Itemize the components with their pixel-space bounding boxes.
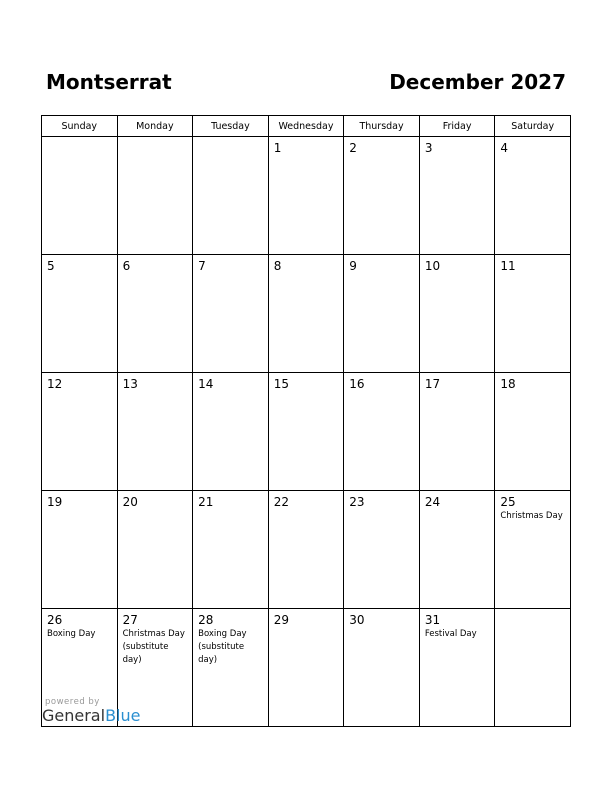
day-number: 6 [122,259,131,273]
day-number: 19 [47,495,63,509]
day-cell [419,373,495,491]
brand-footer [42,697,140,725]
weekday-wednesday: Wednesday [268,116,344,137]
week-row-1 [42,137,571,255]
day-cell [42,491,118,609]
calendar-grid [41,115,571,727]
day-cell [268,491,344,609]
day-number: 14 [198,377,214,391]
day-number: 21 [198,495,214,509]
weekday-header-row [42,116,571,137]
weekday-monday: Monday [117,116,193,137]
day-number: 5 [47,259,55,273]
week-row-2 [42,255,571,373]
logo-blue: Blue [105,706,141,725]
day-cell [495,137,571,255]
day-cell [344,491,420,609]
day-number: 11 [500,259,516,273]
holiday-label: Festival Day [424,629,477,639]
day-cell [495,255,571,373]
day-number: 2 [349,141,357,155]
day-cell [42,373,118,491]
day-cell [268,373,344,491]
day-cell [419,491,495,609]
day-cell [193,255,269,373]
day-cell [42,255,118,373]
day-cell [344,255,420,373]
day-number: 31 [424,613,441,627]
day-cell [117,491,193,609]
powered-by-text: powered by [45,697,100,707]
day-number: 28 [198,613,214,627]
holiday-label: Christmas Day (substitute day) [122,629,185,665]
day-number: 27 [122,613,138,627]
day-number: 7 [198,259,206,273]
day-number: 1 [273,141,282,155]
day-number: 29 [273,613,289,627]
day-cell [268,609,344,727]
day-cell [419,137,495,255]
day-number: 4 [500,141,509,155]
day-cell [495,609,571,727]
holiday-label: Boxing Day (substitute day) [198,629,247,665]
day-number: 13 [122,377,138,391]
weekday-saturday: Saturday [495,116,571,137]
day-cell [117,255,193,373]
day-number: 8 [273,259,282,273]
day-cell [42,137,118,255]
day-number: 23 [349,495,365,509]
day-cell [193,491,269,609]
day-number: 17 [424,377,441,391]
day-cell [495,491,571,609]
day-number: 22 [273,495,289,509]
day-cell [268,255,344,373]
day-number: 12 [47,377,63,391]
day-number: 20 [122,495,138,509]
month-year-title: December 2027 [389,70,566,94]
day-number: 3 [424,141,433,155]
day-cell [495,373,571,491]
day-cell [419,609,495,727]
day-number: 26 [47,613,63,627]
day-cell [344,137,420,255]
day-number: 10 [424,259,441,273]
day-number: 15 [273,377,289,391]
holiday-label: Boxing Day [47,629,96,639]
day-cell [344,609,420,727]
day-cell [117,137,193,255]
day-cell [193,609,269,727]
day-cell [193,137,269,255]
week-row-4 [42,491,571,609]
day-number: 25 [500,495,516,509]
country-title: Montserrat [46,70,172,94]
week-row-3 [42,373,571,491]
day-number: 9 [349,259,357,273]
day-number: 18 [500,377,516,391]
weekday-thursday: Thursday [344,116,420,137]
day-number: 30 [349,613,365,627]
weekday-tuesday: Tuesday [193,116,269,137]
holiday-label: Christmas Day [500,511,563,521]
day-number: 24 [424,495,441,509]
day-cell [193,373,269,491]
weekday-friday: Friday [419,116,495,137]
day-cell [268,137,344,255]
calendar-header [46,70,566,100]
day-number: 16 [349,377,365,391]
day-cell [419,255,495,373]
day-cell [344,373,420,491]
generalblue-logo [42,706,140,725]
day-cell [117,373,193,491]
logo-general: General [42,706,106,725]
weekday-sunday: Sunday [42,116,118,137]
